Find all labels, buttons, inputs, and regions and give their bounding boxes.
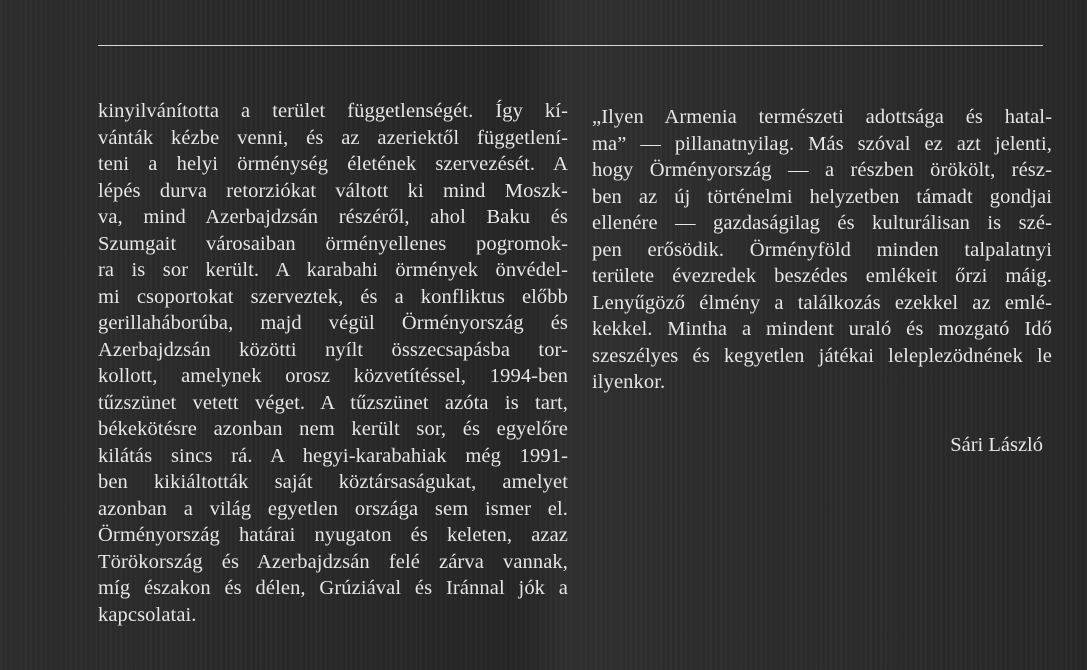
- left-column-text: [98, 98, 568, 628]
- text-line: kapcsolatai.: [98, 603, 197, 626]
- text-line: lépés durva retorziókat váltott ki mind Moszk-: [98, 179, 568, 202]
- text-line: kekkel. Mintha a mindent uraló és mozgató Idő: [592, 318, 1052, 340]
- text-line: gerillaháborúba, majd végül Örményország és: [98, 312, 568, 334]
- text-line: Lenyűgöző élmény a találkozás ezekkel az emlé-: [592, 291, 1052, 314]
- text-line: va, mind Azerbajdzsán részéről, ahol Baku és: [98, 206, 568, 228]
- text-line: ilyenkor.: [592, 371, 666, 393]
- text-line: kinyilvánította a terület függetlenségét. Így kí-: [98, 100, 568, 122]
- text-line: ben kikiáltották saját köztársaságukat, amelyet: [98, 471, 568, 493]
- text-line: békekötésre azonban nem került sor, és egyelőre: [98, 418, 568, 440]
- text-line: „Ilyen Armenia természeti adottsága és hatal-: [592, 106, 1052, 128]
- text-line: tűzszünet vetett véget. A tűzszünet azóta is tart,: [98, 391, 568, 414]
- text-line: szeszélyes és kegyetlen játékai leleplezödnének le: [592, 344, 1052, 367]
- text-line: kollott, amelynek orosz közvetítéssel, 1994-ben: [98, 365, 568, 387]
- text-line: vánták kézbe venni, és az azeriektől függetlení-: [98, 126, 568, 149]
- text-line: ellenére — gazdaságilag és kulturálisan is szé-: [592, 212, 1052, 234]
- text-line: pen erősödik. Örményföld minden talpalatnyi: [592, 238, 1052, 261]
- author-signature: Sári László: [950, 434, 1043, 456]
- text-line: Örményország határai nyugaton és keleten, azaz: [98, 524, 568, 546]
- text-line: Szumgait városaiban örményellenes pogromok-: [98, 232, 568, 255]
- text-line: ma” — pillanatnyilag. Más szóval ez azt jelenti,: [592, 132, 1052, 155]
- text-line: Azerbajdzsán közötti nyílt összecsapásba tor-: [98, 338, 568, 361]
- text-line: területe évezredek beszédes emlékeit őrzi máig.: [592, 265, 1052, 287]
- text-line: mi csoportokat szerveztek, és a konfliktus előbb: [98, 285, 568, 308]
- text-line: teni a helyi örménység életének szervezését. A: [98, 153, 568, 175]
- text-line: ben az új történelmi helyzetben támadt gondjai: [592, 185, 1052, 208]
- top-rule: [98, 45, 1043, 46]
- text-line: Törökország és Azerbajdzsán felé zárva vannak,: [98, 550, 568, 573]
- text-line: azonban a világ egyetlen országa sem ismer el.: [98, 497, 568, 520]
- text-line: kilátás sincs rá. A hegyi-karabahiak még 1991-: [98, 444, 568, 467]
- text-line: ra is sor került. A karabahi örmények önvédel-: [98, 259, 568, 281]
- text-line: míg északon és délen, Grúziával és Iránnal jók a: [98, 577, 568, 599]
- text-line: hogy Örményország — a részben örökölt, rész-: [592, 159, 1052, 181]
- right-column-text: [592, 104, 1052, 396]
